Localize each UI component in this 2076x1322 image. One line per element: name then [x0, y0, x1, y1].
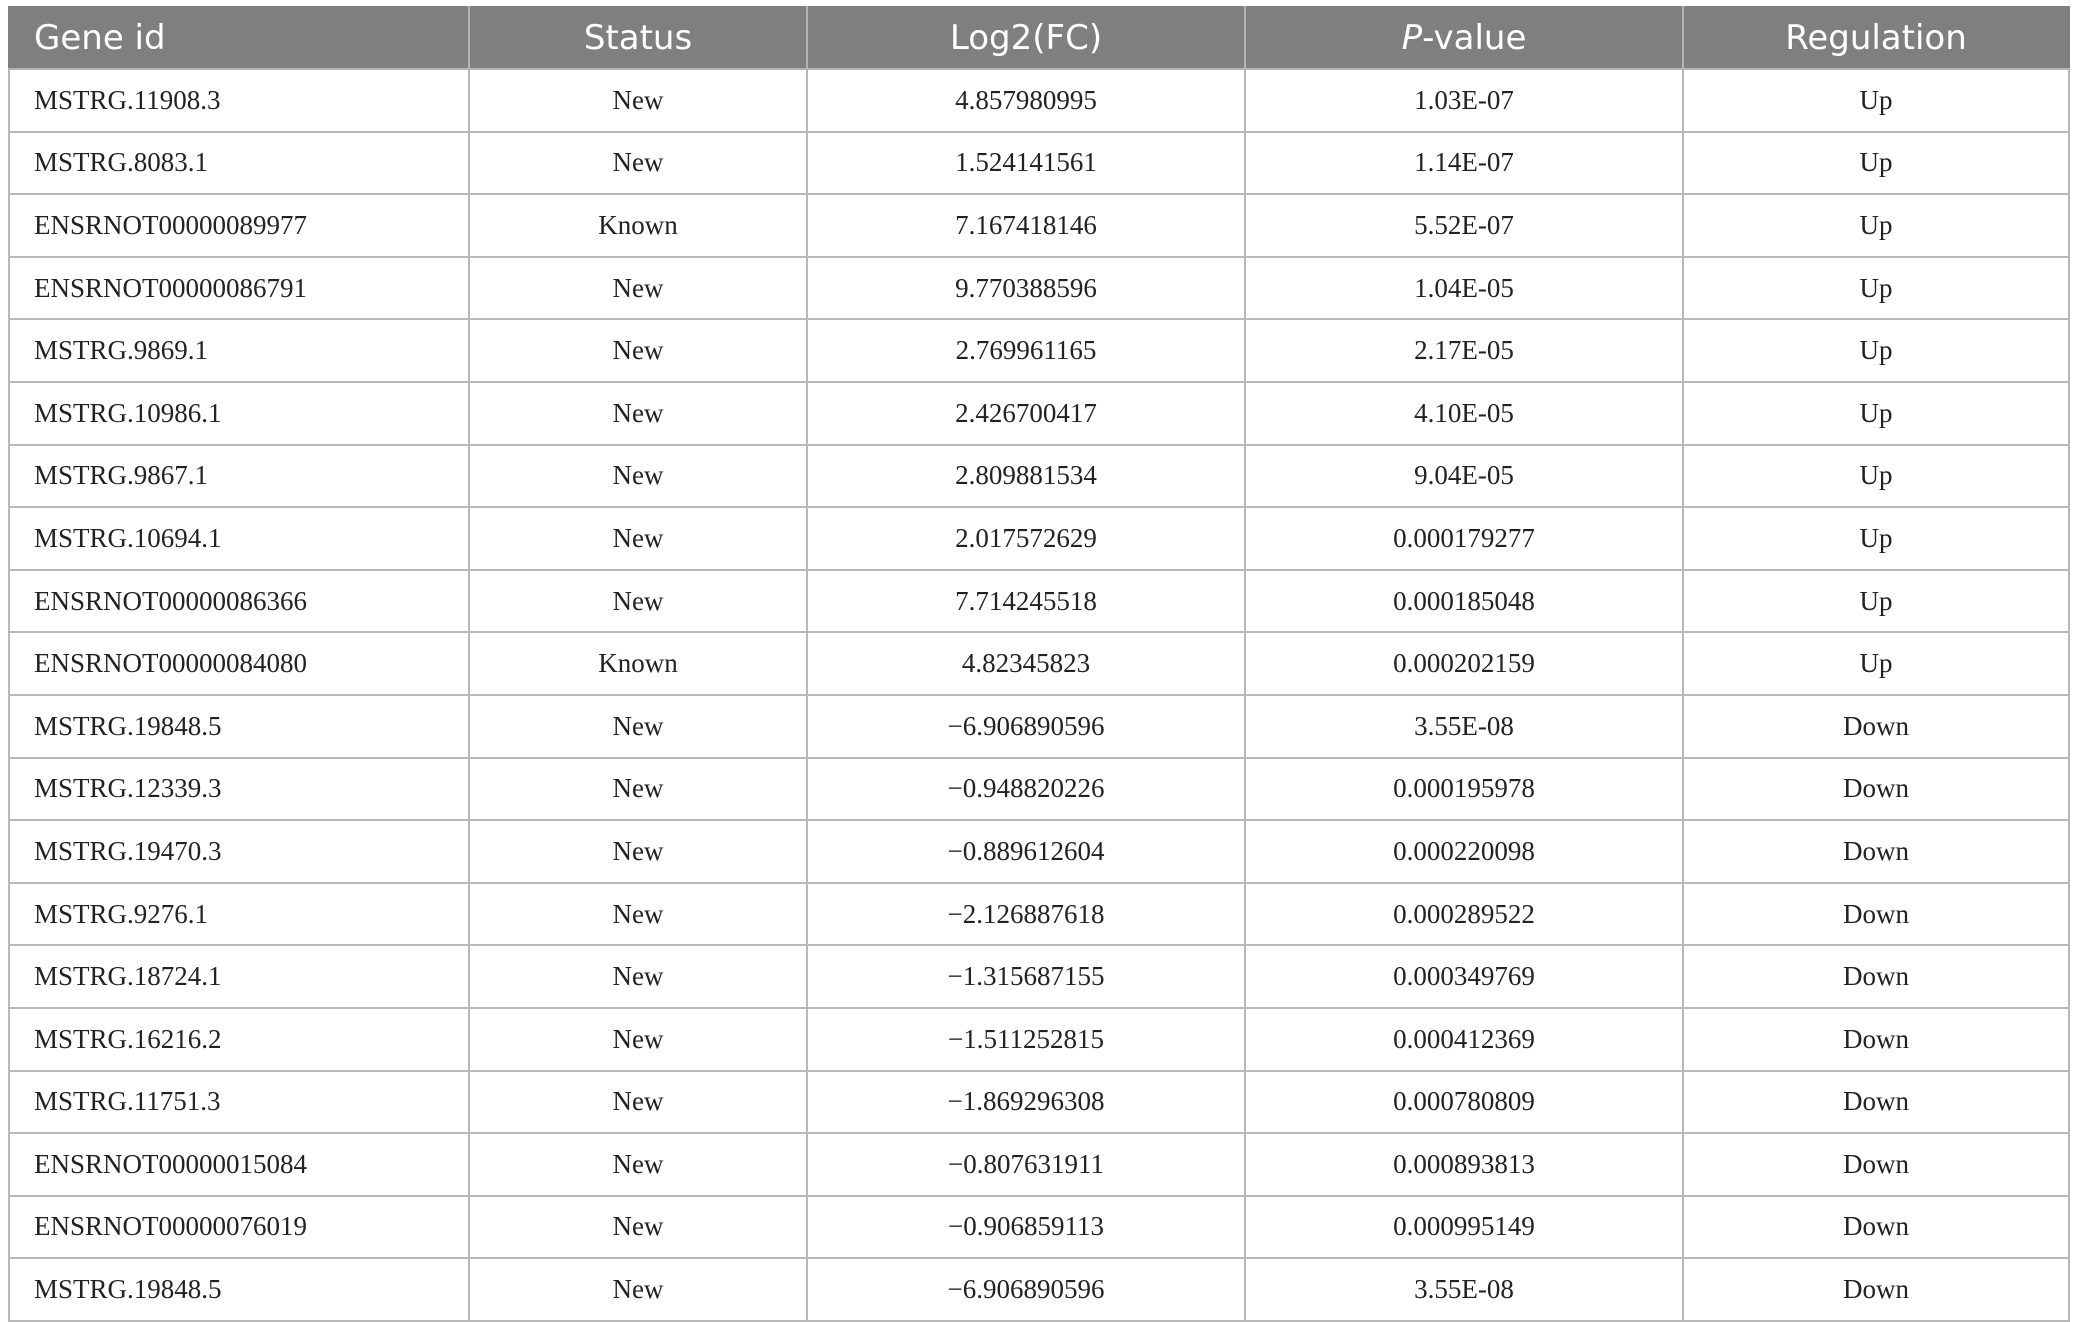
cell-gene-id: MSTRG.9276.1 — [9, 883, 469, 946]
table-row — [9, 945, 2069, 1008]
cell-gene-id: MSTRG.11908.3 — [9, 69, 469, 132]
cell-regulation: Down — [1683, 945, 2069, 1008]
cell-status: New — [469, 695, 807, 758]
cell-status: New — [469, 820, 807, 883]
table-row — [9, 1196, 2069, 1259]
cell-log2fc: −0.889612604 — [807, 820, 1245, 883]
cell-gene-id: ENSRNOT00000015084 — [9, 1133, 469, 1196]
cell-regulation: Up — [1683, 257, 2069, 320]
cell-status: New — [469, 257, 807, 320]
cell-pvalue: 0.000995149 — [1245, 1196, 1683, 1259]
cell-pvalue: 0.000185048 — [1245, 570, 1683, 633]
cell-status: New — [469, 570, 807, 633]
table-row — [9, 132, 2069, 195]
table-row — [9, 445, 2069, 508]
table-row — [9, 570, 2069, 633]
cell-gene-id: ENSRNOT00000084080 — [9, 632, 469, 695]
table-row — [9, 382, 2069, 445]
header-log2fc: Log2(FC) — [807, 7, 1245, 69]
header-row — [9, 7, 2069, 69]
cell-log2fc: 2.017572629 — [807, 507, 1245, 570]
cell-log2fc: −1.511252815 — [807, 1008, 1245, 1071]
cell-status: New — [469, 69, 807, 132]
cell-regulation: Up — [1683, 507, 2069, 570]
header-pvalue-italic: P — [1401, 18, 1423, 58]
cell-status: New — [469, 132, 807, 195]
cell-regulation: Down — [1683, 1008, 2069, 1071]
table-row — [9, 1008, 2069, 1071]
cell-status: New — [469, 1196, 807, 1259]
cell-gene-id: ENSRNOT00000089977 — [9, 194, 469, 257]
cell-pvalue: 5.52E-07 — [1245, 194, 1683, 257]
cell-pvalue: 4.10E-05 — [1245, 382, 1683, 445]
cell-gene-id: ENSRNOT00000086366 — [9, 570, 469, 633]
cell-pvalue: 0.000780809 — [1245, 1071, 1683, 1134]
header-pvalue — [1245, 7, 1683, 69]
cell-status: New — [469, 1133, 807, 1196]
table-row — [9, 1071, 2069, 1134]
cell-pvalue: 0.000202159 — [1245, 632, 1683, 695]
cell-gene-id: MSTRG.10986.1 — [9, 382, 469, 445]
cell-regulation: Down — [1683, 758, 2069, 821]
cell-gene-id: MSTRG.18724.1 — [9, 945, 469, 1008]
cell-regulation: Up — [1683, 194, 2069, 257]
cell-gene-id: MSTRG.19470.3 — [9, 820, 469, 883]
table-body — [9, 69, 2069, 1321]
cell-status: Known — [469, 194, 807, 257]
cell-pvalue: 0.000893813 — [1245, 1133, 1683, 1196]
cell-gene-id: MSTRG.11751.3 — [9, 1071, 469, 1134]
cell-regulation: Up — [1683, 319, 2069, 382]
cell-regulation: Down — [1683, 1133, 2069, 1196]
cell-status: Known — [469, 632, 807, 695]
cell-pvalue: 0.000195978 — [1245, 758, 1683, 821]
cell-pvalue: 0.000412369 — [1245, 1008, 1683, 1071]
cell-status: New — [469, 1071, 807, 1134]
table-row — [9, 695, 2069, 758]
cell-status: New — [469, 883, 807, 946]
cell-gene-id: MSTRG.10694.1 — [9, 507, 469, 570]
header-regulation: Regulation — [1683, 7, 2069, 69]
cell-gene-id: MSTRG.9869.1 — [9, 319, 469, 382]
cell-log2fc: −1.315687155 — [807, 945, 1245, 1008]
cell-log2fc: −6.906890596 — [807, 1258, 1245, 1321]
cell-regulation: Up — [1683, 445, 2069, 508]
cell-status: New — [469, 1008, 807, 1071]
cell-log2fc: 1.524141561 — [807, 132, 1245, 195]
cell-gene-id: MSTRG.12339.3 — [9, 758, 469, 821]
cell-gene-id: MSTRG.9867.1 — [9, 445, 469, 508]
table-row — [9, 257, 2069, 320]
cell-pvalue: 0.000289522 — [1245, 883, 1683, 946]
cell-pvalue: 9.04E-05 — [1245, 445, 1683, 508]
cell-log2fc: 4.82345823 — [807, 632, 1245, 695]
cell-regulation: Down — [1683, 883, 2069, 946]
cell-gene-id: MSTRG.16216.2 — [9, 1008, 469, 1071]
header-status: Status — [469, 7, 807, 69]
table-row — [9, 758, 2069, 821]
cell-gene-id: MSTRG.8083.1 — [9, 132, 469, 195]
cell-status: New — [469, 758, 807, 821]
cell-pvalue: 0.000220098 — [1245, 820, 1683, 883]
table-row — [9, 1258, 2069, 1321]
cell-regulation: Up — [1683, 570, 2069, 633]
cell-pvalue: 1.03E-07 — [1245, 69, 1683, 132]
header-gene-id: Gene id — [9, 7, 469, 69]
cell-log2fc: −0.807631911 — [807, 1133, 1245, 1196]
cell-regulation: Up — [1683, 382, 2069, 445]
cell-log2fc: −6.906890596 — [807, 695, 1245, 758]
cell-regulation: Up — [1683, 69, 2069, 132]
table-header — [9, 7, 2069, 69]
cell-status: New — [469, 445, 807, 508]
cell-log2fc: −2.126887618 — [807, 883, 1245, 946]
cell-regulation: Up — [1683, 632, 2069, 695]
cell-log2fc: −0.948820226 — [807, 758, 1245, 821]
cell-log2fc: −1.869296308 — [807, 1071, 1245, 1134]
cell-status: New — [469, 945, 807, 1008]
cell-log2fc: −0.906859113 — [807, 1196, 1245, 1259]
cell-pvalue: 1.04E-05 — [1245, 257, 1683, 320]
table-row — [9, 319, 2069, 382]
cell-pvalue: 3.55E-08 — [1245, 695, 1683, 758]
table-row — [9, 883, 2069, 946]
table-row — [9, 69, 2069, 132]
table-row — [9, 820, 2069, 883]
cell-regulation: Down — [1683, 820, 2069, 883]
cell-log2fc: 2.769961165 — [807, 319, 1245, 382]
cell-pvalue: 3.55E-08 — [1245, 1258, 1683, 1321]
cell-log2fc: 7.714245518 — [807, 570, 1245, 633]
table-row — [9, 507, 2069, 570]
cell-status: New — [469, 382, 807, 445]
cell-regulation: Down — [1683, 1071, 2069, 1134]
cell-gene-id: ENSRNOT00000076019 — [9, 1196, 469, 1259]
cell-pvalue: 0.000179277 — [1245, 507, 1683, 570]
gene-expression-table — [8, 6, 2070, 1322]
table-row — [9, 194, 2069, 257]
cell-log2fc: 7.167418146 — [807, 194, 1245, 257]
cell-gene-id: MSTRG.19848.5 — [9, 1258, 469, 1321]
cell-pvalue: 1.14E-07 — [1245, 132, 1683, 195]
table-row — [9, 1133, 2069, 1196]
header-pvalue-suffix: -value — [1422, 18, 1527, 58]
cell-status: New — [469, 319, 807, 382]
cell-regulation: Up — [1683, 132, 2069, 195]
cell-regulation: Down — [1683, 1196, 2069, 1259]
table-row — [9, 632, 2069, 695]
cell-status: New — [469, 507, 807, 570]
cell-log2fc: 4.857980995 — [807, 69, 1245, 132]
cell-gene-id: MSTRG.19848.5 — [9, 695, 469, 758]
cell-log2fc: 2.426700417 — [807, 382, 1245, 445]
cell-log2fc: 2.809881534 — [807, 445, 1245, 508]
cell-regulation: Down — [1683, 695, 2069, 758]
cell-pvalue: 0.000349769 — [1245, 945, 1683, 1008]
gene-table-container — [8, 6, 2068, 1322]
cell-gene-id: ENSRNOT00000086791 — [9, 257, 469, 320]
cell-status: New — [469, 1258, 807, 1321]
cell-pvalue: 2.17E-05 — [1245, 319, 1683, 382]
cell-log2fc: 9.770388596 — [807, 257, 1245, 320]
cell-regulation: Down — [1683, 1258, 2069, 1321]
